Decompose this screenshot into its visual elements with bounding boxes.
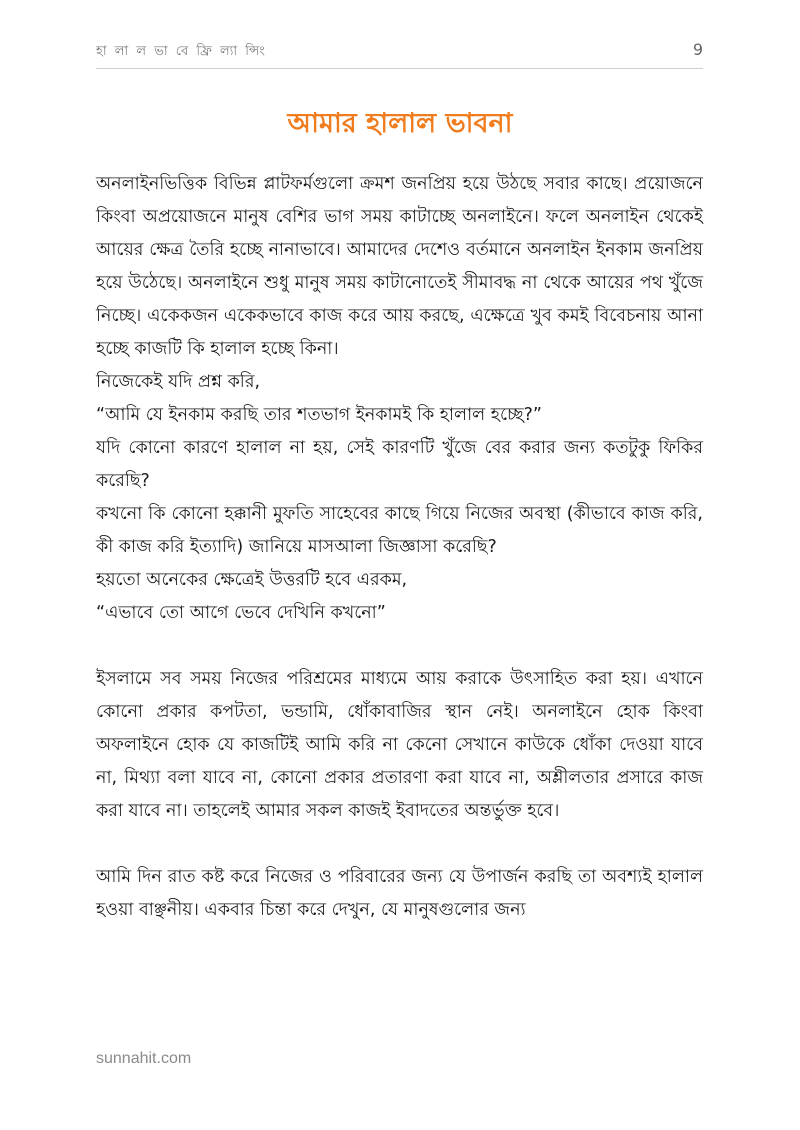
page-header: [96, 40, 703, 69]
footer-site[interactable]: sunnahit.com: [96, 1050, 192, 1067]
paragraph-intro: অনলাইনভিত্তিক বিভিন্ন প্লাটফর্মগুলো ক্রমশ জনপ্রিয় হয়ে উঠছে সবার কাছে। প্রয়োজনে কিংবা অপ্রয়োজনে মানুষ বেশির ভাগ সময় কাটাচ্ছে অনলাইনে। ফলে অনলাইন থেকেই আয়ের ক্ষেত্র তৈরি হচ্ছে নানাভাবে। আমাদের দেশেও বর্তমানে অনলাইন ইনকাম জনপ্রিয় হয়ে উঠেছে। অনলাইনে শুধু মানুষ সময় কাটানোতেই সীমাবদ্ধ না থেকে আয়ের পথ খুঁজে নিচ্ছে। একেকজন একেকভাবে কাজ করে আয় করছে, এক্ষেত্রে খুব কমই বিবেচনায় আনা হচ্ছে কাজটি কি হালাল হচ্ছে কিনা।: [96, 174, 703, 359]
question-lead: নিজেকেই যদি প্রশ্ন করি,: [96, 372, 261, 392]
running-title: হা লা ল ভা বে ফ্রি ল্যা ন্সিং: [96, 44, 267, 59]
page-number: 9: [692, 40, 703, 59]
section-heading: আমার হালাল ভাবনা: [287, 108, 513, 139]
quote-answer: “এভাবে তো আগে ভেবে দেখিনি কখনো”: [96, 603, 386, 623]
answer-lead: হয়তো অনেকের ক্ষেত্রেই উত্তরটি হবে এরকম,: [96, 570, 408, 590]
paragraph-islam: ইসলামে সব সময় নিজের পরিশ্রমের মাধ্যমে আয় করাকে উৎসাহিত করা হয়। এখানে কোনো প্রকার কপটতা, ভন্ডামি, ধোঁকাবাজির স্থান নেই। অনলাইনে হোক কিংবা অফলাইনে হোক যে কাজটিই আমি করি না কেনো সেখানে কাউকে ধোঁকা দেওয়া যাবে না, মিথ্যা বলা যাবে না, কোনো প্রকার প্রতারণা করা যাবে না, অশ্লীলতার প্রসারে কাজ করা যাবে না। তাহলেই আমার সকল কাজই ইবাদতের অন্তর্ভুক্ত হবে।: [96, 669, 703, 821]
paragraph-gap: [96, 630, 703, 663]
paragraph-gap: [96, 828, 703, 861]
quote-question: “আমি যে ইনকাম করছি তার শতভাগ ইনকামই কি হালাল হচ্ছে?”: [96, 405, 542, 425]
paragraph-mufti: কখনো কি কোনো হক্কানী মুফতি সাহেবের কাছে গিয়ে নিজের অবস্থা (কীভাবে কাজ করি, কী কাজ করি ইত্যাদি) জানিয়ে মাসআলা জিজ্ঞাসা করেছি?: [96, 504, 703, 557]
document-body: [96, 168, 703, 927]
paragraph-effort: যদি কোনো কারণে হালাল না হয়, সেই কারণটি খুঁজে বের করার জন্য কতটুকু ফিকির করেছি?: [96, 438, 703, 491]
paragraph-earning: আমি দিন রাত কষ্ট করে নিজের ও পরিবারের জন্য যে উপার্জন করছি তা অবশ্যই হালাল হওয়া বাঞ্ছনীয়। একবার চিন্তা করে দেখুন, যে মানুষগুলোর জন্য: [96, 867, 703, 920]
